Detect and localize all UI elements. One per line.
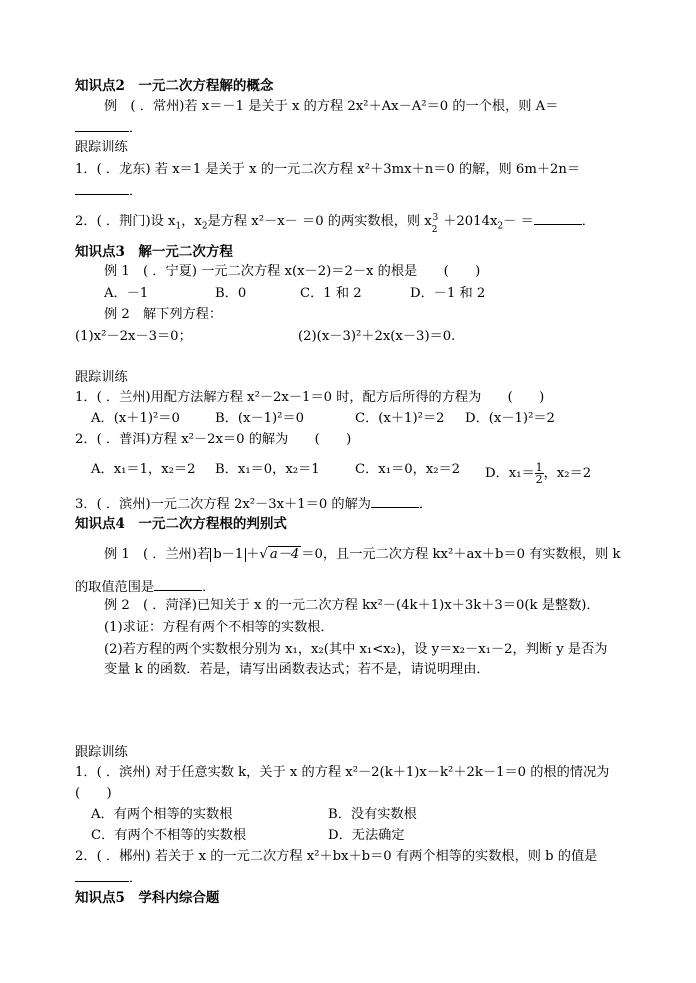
k4-ex1-cont: 的取值范围是 ． <box>75 580 216 595</box>
sqrt-symbol: √ <box>259 547 268 562</box>
k2-q1-blank: ． <box>75 182 142 200</box>
k3-q2-opt-c: C．x₁＝0，x₂＝2 <box>355 462 461 477</box>
k4-q1-opt-c: C．有两个不相等的实数根 <box>91 828 247 843</box>
k3-q2-opt-a: A．x₁＝1，x₂＝2 <box>91 462 196 477</box>
k3-track-label: 跟踪训练 <box>75 370 128 385</box>
k2-example-blank: ． <box>75 119 142 137</box>
k3-q2-opt-b: B．x₁＝0，x₂＝1 <box>215 462 320 477</box>
k3-ex1-opt-a: A．－1 <box>104 286 149 301</box>
k4-ex2-part2-cont: 变量 k 的函数．若是，请写出函数表达式；若不是，请说明理由． <box>104 662 490 677</box>
k3-ex1-opt-b: B．0 <box>215 286 247 301</box>
k4-q1-paren: ( ) <box>75 786 112 801</box>
k4-q1-opt-b: B．没有实数根 <box>328 807 417 822</box>
k3-q1-opt-a: A．(x＋1)²＝0 <box>91 411 180 426</box>
k3-q1: 1．( ．兰州)用配方法解方程 x²－2x－1＝0 时，配方后所得的方程为 ( ) <box>75 390 545 405</box>
k4-ex2: 例 2 ( ．菏泽)已知关于 x 的一元二次方程 kx²－(4k＋1)x＋3k＋3＝0(k 是整数)． <box>104 598 600 613</box>
k2-example: 例 ( ．常州)若 x＝－1 是关于 x 的方程 2x²＋Ax－A²＝0 的一个根，则 A＝ <box>104 99 559 114</box>
k3-ex1: 例 1 ( ．宁夏) 一元二次方程 x(x－2)＝2－x 的根是 ( ) <box>104 264 481 279</box>
k3-q1-opt-c: C．(x＋1)²＝2 <box>355 411 445 426</box>
k3-q3: 3．( ．滨州)一元二次方程 2x²－3x＋1＝0 的解为 ． <box>75 497 433 512</box>
k4-ex2-part2: (2)若方程的两个实数根分别为 x₁，x₂(其中 x₁<x₂)，设 y＝x₂－x₁－2，判断 y 是否为 <box>104 642 608 657</box>
k4-q2: 2．( ．郴州) 若关于 x 的一元二次方程 x²＋bx＋b＝0 有两个相等的实数根，则 b 的值是 <box>75 849 598 864</box>
section-title-k3: 知识点3 解一元二次方程 <box>75 244 233 260</box>
k3-ex2-part2: (2)(x－3)²＋2x(x－3)＝0. <box>298 329 456 344</box>
k4-track-label: 跟踪训练 <box>75 745 128 760</box>
section-title-k5: 知识点5 学科内综合题 <box>75 890 220 906</box>
k4-q1-opt-d: D．无法确定 <box>328 828 405 843</box>
k4-q1: 1．( ．滨州) 对于任意实数 k，关于 x 的方程 x²－2(k＋1)x－k²＋2k－1＝0 的根的情况为 <box>75 765 610 780</box>
fraction-one-half: $\frac{1}{2}$ <box>535 461 543 486</box>
k2-track-label: 跟踪训练 <box>75 140 128 155</box>
k3-q1-opt-d: D．(x－1)²＝2 <box>465 411 555 426</box>
k3-q1-opt-b: B．(x－1)²＝0 <box>215 411 305 426</box>
k4-ex2-part1: (1)求证：方程有两个不相等的实数根． <box>104 620 334 635</box>
k4-ex1: 例 1 ( ．兰州)若 b－1 ＋√ a－4 ＝0，且一元二次方程 kx²＋ax＋b＝0 有实数根，则 k <box>104 546 621 562</box>
k4-q1-opt-a: A．有两个相等的实数根 <box>91 807 233 822</box>
section-title-k2: 知识点2 一元二次方程解的概念 <box>75 78 274 94</box>
k3-ex1-opt-d: D．－1 和 2 <box>410 286 486 301</box>
section-title-k4: 知识点4 一元二次方程根的判别式 <box>75 516 287 532</box>
k2-q1: 1．( ．龙东) 若 x＝1 是关于 x 的一元二次方程 x²＋3mx＋n＝0 的解，则 6m＋2n＝ <box>75 162 581 177</box>
k3-q2: 2．( ．普洱)方程 x²－2x＝0 的解为 ( ) <box>75 432 352 447</box>
k2-q2: 2．( ．荆门)设 $x_1$，$x_2$是方程 x²－x－ ＝0 的两实数根，则 $x_2^3 +2014x_2-$ ＝ ． <box>75 212 595 235</box>
absolute-value: b－1 <box>210 548 246 562</box>
k3-ex1-opt-c: C．1 和 2 <box>300 286 362 301</box>
k4-q2-blank: ． <box>75 869 142 887</box>
k3-ex2: 例 2 解下列方程： <box>104 307 223 322</box>
k3-q2-opt-d: D．x₁＝ $\frac{1}{2}$ ，x₂＝2 <box>485 461 592 486</box>
k3-ex2-part1: (1)x²－2x－3＝0； <box>75 329 192 344</box>
